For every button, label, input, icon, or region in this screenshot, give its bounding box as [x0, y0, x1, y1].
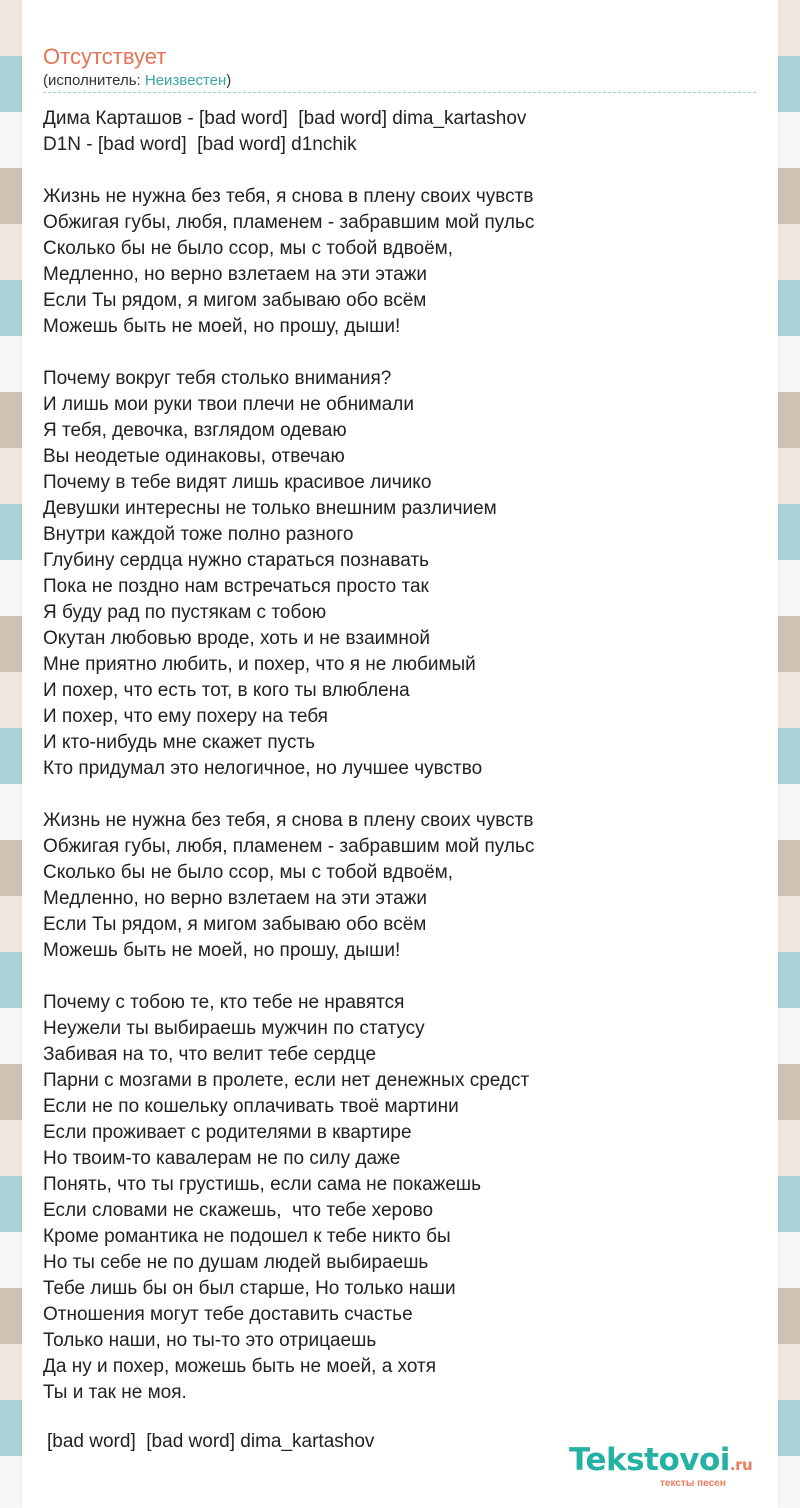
lyrics-line: Парни с мозгами в пролете, если нет денежных средст [43, 1070, 530, 1091]
lyrics-line: Да ну и похер, можешь быть не моей, а хотя [43, 1356, 437, 1377]
lyrics-line: Почему в тебе видят лишь красивое личико [43, 472, 432, 493]
lyrics-line: Обжигая губы, любя, пламенем - забравшим мой пульс [43, 212, 535, 233]
lyrics-line: Отношения могут тебе доставить счастье [43, 1304, 413, 1325]
lyrics-blank-line [43, 340, 758, 366]
lyrics-line: Жизнь не нужна без тебя, я снова в плену своих чувств [43, 186, 534, 207]
artist-prefix: (исполнитель: [43, 72, 145, 89]
lyrics-line: Кто придумал это нелогичное, но лучшее чувство [43, 758, 483, 779]
lyrics-line: D1N - [bad word] [bad word] d1nchik [43, 134, 357, 155]
lyrics-line: Забивая на то, что велит тебе сердце [43, 1044, 377, 1065]
lyrics-line: Обжигая губы, любя, пламенем - забравшим мой пульс [43, 836, 535, 857]
lyrics-line: Вы неодетые одинаковы, отвечаю [43, 446, 345, 467]
lyrics-blank-line [43, 964, 758, 990]
lyrics-line: Неужели ты выбираешь мужчин по статусу [43, 1018, 425, 1039]
lyrics-line: Я буду рад по пустякам с тобою [43, 602, 327, 623]
song-title: Отсутствует [43, 44, 167, 69]
lyrics-line: Но твоим-то кавалерам не по силу даже [43, 1148, 401, 1169]
lyrics-line: Внутри каждой тоже полно разного [43, 524, 354, 545]
lyrics-line: Тебе лишь бы он был старше, Но только наши [43, 1278, 456, 1299]
lyrics-line: И похер, что ему похеру на тебя [43, 706, 328, 727]
site-logo[interactable] [569, 1442, 752, 1478]
lyrics-line: Сколько бы не было ссор, мы с тобой вдвоём, [43, 862, 453, 883]
lyrics-blank-line [43, 158, 758, 184]
lyrics-line: Понять, что ты грустишь, если сама не покажешь [43, 1174, 482, 1195]
lyrics-line: Только наши, но ты-то это отрицаешь [43, 1330, 377, 1351]
lyrics-line: Можешь быть не моей, но прошу, дыши! [43, 940, 401, 961]
lyrics-line: Почему с тобою те, кто тебе не нравятся [43, 992, 405, 1013]
lyrics-line: Мне приятно любить, и похер, что я не любимый [43, 654, 476, 675]
lyrics-line: Медленно, но верно взлетаем на эти этажи [43, 264, 427, 285]
lyrics-line: Медленно, но верно взлетаем на эти этажи [43, 888, 427, 909]
lyrics-line: Можешь быть не моей, но прошу, дыши! [43, 316, 401, 337]
lyrics-line: И лишь мои руки твои плечи не обнимали [43, 394, 415, 415]
artist-link[interactable]: Неизвестен [144, 72, 227, 89]
logo-tld: .ru [729, 1456, 753, 1474]
lyrics-line: Почему вокруг тебя столько внимания? [43, 368, 392, 389]
lyrics-blank-line [43, 782, 758, 808]
lyrics-line: Жизнь не нужна без тебя, я снова в плену своих чувств [43, 810, 534, 831]
lyrics-line: Дима Карташов - [bad word] [bad word] dima_kartashov [43, 108, 527, 129]
lyrics-line: Если словами не скажешь, что тебе херово [43, 1200, 434, 1221]
footer-credit: [bad word] [bad word] dima_kartashov [47, 1431, 375, 1452]
lyrics-line: Ты и так не моя. [43, 1382, 187, 1403]
lyrics-line: Глубину сердца нужно стараться познавать [43, 550, 430, 571]
lyrics-line: И похер, что есть тот, в кого ты влюблена [43, 680, 410, 701]
artist-suffix: ) [226, 72, 232, 89]
lyrics-line: Если проживает с родителями в квартире [43, 1122, 412, 1143]
logo-subtitle: тексты песен [660, 1478, 726, 1489]
lyrics-line: Если Ты рядом, я мигом забываю обо всём [43, 914, 427, 935]
divider [43, 92, 756, 93]
lyrics-line: Я тебя, девочка, взглядом одеваю [43, 420, 347, 441]
lyrics-line: Сколько бы не было ссор, мы с тобой вдвоём, [43, 238, 453, 259]
logo-text: Tekstovoi [569, 1442, 730, 1478]
artist-line [43, 72, 231, 89]
lyrics-line: Но ты себе не по душам людей выбираешь [43, 1252, 429, 1273]
lyrics-line: И кто-нибудь мне скажет пусть [43, 732, 316, 753]
lyrics-line: Кроме романтика не подошел к тебе никто бы [43, 1226, 451, 1247]
lyrics-line: Пока не поздно нам встречаться просто так [43, 576, 429, 597]
lyrics-line: Окутан любовью вроде, хоть и не взаимной [43, 628, 431, 649]
lyrics-line: Девушки интересны не только внешним различием [43, 498, 497, 519]
lyrics-line: Если Ты рядом, я мигом забываю обо всём [43, 290, 427, 311]
lyrics-body [43, 106, 758, 1406]
lyrics-line: Если не по кошельку оплачивать твоё мартини [43, 1096, 459, 1117]
